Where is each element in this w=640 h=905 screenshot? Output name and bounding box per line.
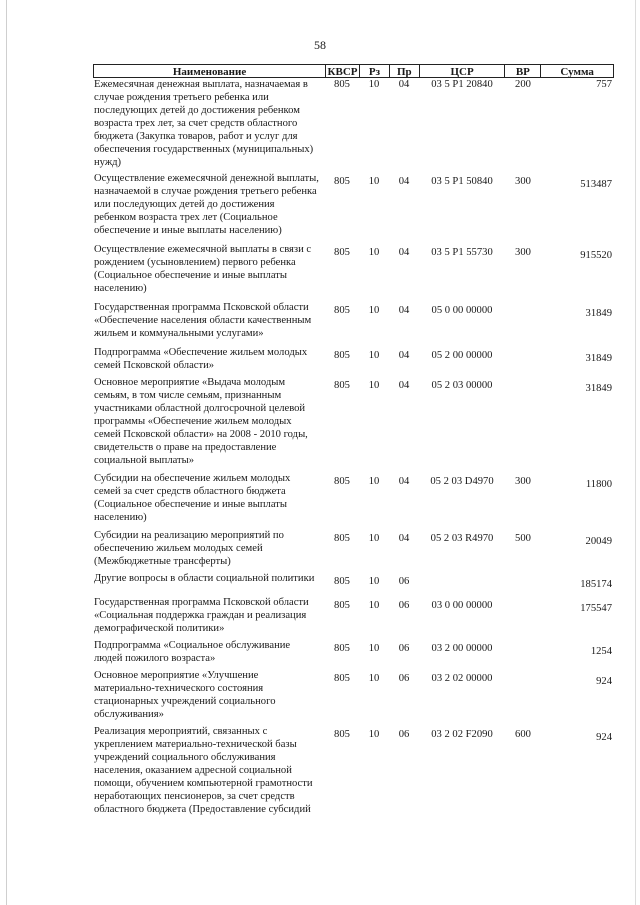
cell-rz: 10 (368, 305, 380, 316)
cell-name: Основное мероприятие «Улучшение материально-технического состояния стационарных учреждений социального обслуживания» (94, 670, 276, 720)
cell-kvsr: 805 (334, 533, 350, 544)
table-row (93, 243, 614, 295)
header-sum: Сумма (540, 65, 613, 77)
cell-sum: 513487 (580, 179, 612, 190)
table-header (93, 64, 614, 78)
table-row (93, 669, 614, 721)
table-row (93, 596, 614, 635)
cell-csr: 03 2 02 F2090 (431, 729, 493, 740)
cell-csr: 05 2 03 R4970 (430, 533, 494, 544)
cell-kvsr: 805 (334, 380, 350, 391)
cell-vr: 300 (515, 476, 531, 487)
cell-sum: 11800 (585, 479, 612, 490)
cell-kvsr: 805 (334, 476, 350, 487)
table-row (93, 346, 614, 372)
cell-vr: 600 (515, 729, 531, 740)
cell-name: Осуществление ежемесячной денежной выплаты, назначаемой в случае рождения третьего ребенка или последующих детей до достижения ребенком возраста трех лет (Социальное обеспечение и иные выплаты населению) (94, 173, 319, 236)
cell-kvsr: 805 (334, 600, 350, 611)
cell-vr: 200 (515, 79, 531, 90)
cell-vr (505, 346, 541, 372)
cell-vr (505, 669, 541, 721)
header-name: Наименование (172, 66, 247, 77)
cell-pr: 04 (398, 476, 410, 487)
table-body (93, 78, 614, 816)
cell-csr: 05 2 03 00000 (431, 380, 493, 391)
cell-sum: 31849 (585, 383, 612, 394)
table-row (93, 376, 614, 467)
cell-rz: 10 (368, 79, 380, 90)
table-row (93, 639, 614, 665)
cell-sum: 185174 (580, 579, 612, 590)
cell-csr: 03 2 00 00000 (431, 643, 493, 654)
cell-csr: 03 5 P1 55730 (431, 247, 493, 258)
cell-pr: 04 (398, 350, 410, 361)
cell-rz: 10 (368, 380, 380, 391)
table-row (93, 572, 614, 591)
cell-vr (505, 639, 541, 665)
table-row (93, 301, 614, 340)
cell-kvsr: 805 (334, 247, 350, 258)
table-row (93, 529, 614, 568)
cell-name: Государственная программа Псковской области «Обеспечение населения области качественным жильем и коммунальными услугами» (94, 302, 312, 339)
cell-name: Реализация мероприятий, связанных с укреплением материально-технической базы учреждений социального обслуживания населения, оказанием адресной социальной помощи, обучением компьютерной грамотности неработающих пенсионеров, за счет средств областного бюджета (Предоставление субсидий (94, 726, 313, 815)
cell-vr (505, 301, 541, 340)
cell-kvsr: 805 (334, 673, 350, 684)
page-edge-left (6, 0, 7, 905)
cell-pr: 06 (398, 643, 410, 654)
cell-csr: 03 5 P1 50840 (431, 176, 493, 187)
cell-kvsr: 805 (334, 350, 350, 361)
cell-sum: 175547 (580, 603, 612, 614)
header-csr: ЦСР (419, 65, 505, 77)
cell-pr: 04 (398, 176, 410, 187)
header-pr: Пр (389, 65, 419, 77)
cell-csr: 03 5 P1 20840 (431, 79, 493, 90)
cell-sum: 757 (596, 79, 612, 90)
cell-pr: 06 (398, 729, 410, 740)
cell-rz: 10 (368, 350, 380, 361)
header-vr: ВР (504, 65, 540, 77)
cell-rz: 10 (368, 600, 380, 611)
cell-csr: 03 0 00 00000 (431, 600, 493, 611)
cell-kvsr: 805 (334, 305, 350, 316)
cell-rz: 10 (368, 476, 380, 487)
cell-sum: 915520 (580, 250, 612, 261)
table-row (93, 472, 614, 524)
cell-vr (505, 596, 541, 635)
header-kvsr: КВСР (325, 65, 359, 77)
cell-name: Другие вопросы в области социальной политики (94, 573, 315, 584)
cell-csr: 05 2 00 00000 (431, 350, 493, 361)
cell-kvsr: 805 (334, 176, 350, 187)
cell-rz: 10 (368, 673, 380, 684)
cell-csr: 03 2 02 00000 (431, 673, 493, 684)
cell-pr: 04 (398, 247, 410, 258)
cell-kvsr: 805 (334, 643, 350, 654)
cell-pr: 04 (398, 305, 410, 316)
cell-rz: 10 (368, 533, 380, 544)
cell-name: Государственная программа Псковской области «Социальная поддержка граждан и реализация демографической политики» (94, 597, 309, 634)
cell-sum: 924 (596, 732, 612, 743)
cell-pr: 04 (398, 380, 410, 391)
cell-rz: 10 (368, 643, 380, 654)
cell-pr: 04 (398, 533, 410, 544)
cell-name: Подпрограмма «Социальное обслуживание людей пожилого возраста» (94, 640, 291, 664)
cell-sum: 20049 (585, 536, 612, 547)
cell-vr: 300 (515, 247, 531, 258)
cell-kvsr: 805 (334, 729, 350, 740)
cell-pr: 04 (398, 79, 410, 90)
cell-rz: 10 (368, 247, 380, 258)
table-row (93, 78, 614, 169)
cell-name: Основное мероприятие «Выдача молодым семьям, в том числе семьям, признанным участниками областной долгосрочной целевой программы «Обеспечение жильем молодых семей Псковской области» на 2008 - 2010 годы, свидетельств о праве на предоставление социальной выплаты» (94, 377, 308, 466)
cell-name: Ежемесячная денежная выплата, назначаемая в случае рождения третьего ребенка или последующих детей до достижения ребенком возраста трех лет, за счет средств областного бюджета (Закупка товаров, работ и услуг для обеспечения государственных (муниципальных) нужд) (94, 79, 314, 168)
cell-name: Осуществление ежемесячной выплаты в связи с рождением (усыновлением) первого ребенка (Социальное обеспечение и иные выплаты населению) (94, 244, 312, 294)
cell-pr: 06 (398, 673, 410, 684)
cell-pr: 06 (398, 600, 410, 611)
cell-rz: 10 (368, 176, 380, 187)
cell-vr (505, 376, 541, 467)
cell-vr: 500 (515, 533, 531, 544)
cell-kvsr: 805 (334, 576, 350, 587)
budget-table (93, 64, 614, 816)
header-rz: Рз (359, 65, 389, 77)
page-number: 58 (314, 38, 326, 52)
cell-vr (505, 572, 541, 591)
cell-pr: 06 (398, 576, 410, 587)
cell-name: Субсидии на реализацию мероприятий по обеспечению жильем молодых семей (Межбюджетные трансферты) (94, 530, 284, 567)
cell-sum: 1254 (590, 646, 612, 657)
table-row (93, 172, 614, 237)
cell-name: Субсидии на обеспечение жильем молодых семей за счет средств областного бюджета (Социальное обеспечение и иные выплаты населению) (94, 473, 291, 523)
cell-sum: 31849 (585, 353, 612, 364)
cell-csr: 05 2 03 D4970 (430, 476, 494, 487)
cell-csr: 05 0 00 00000 (431, 305, 493, 316)
cell-rz: 10 (368, 729, 380, 740)
cell-vr: 300 (515, 176, 531, 187)
cell-csr (419, 572, 505, 591)
cell-kvsr: 805 (334, 79, 350, 90)
cell-sum: 31849 (585, 308, 612, 319)
cell-sum: 924 (596, 676, 612, 687)
cell-rz: 10 (368, 576, 380, 587)
table-row (93, 725, 614, 816)
cell-name: Подпрограмма «Обеспечение жильем молодых семей Псковской области» (94, 347, 308, 371)
page-edge-right (635, 0, 636, 905)
